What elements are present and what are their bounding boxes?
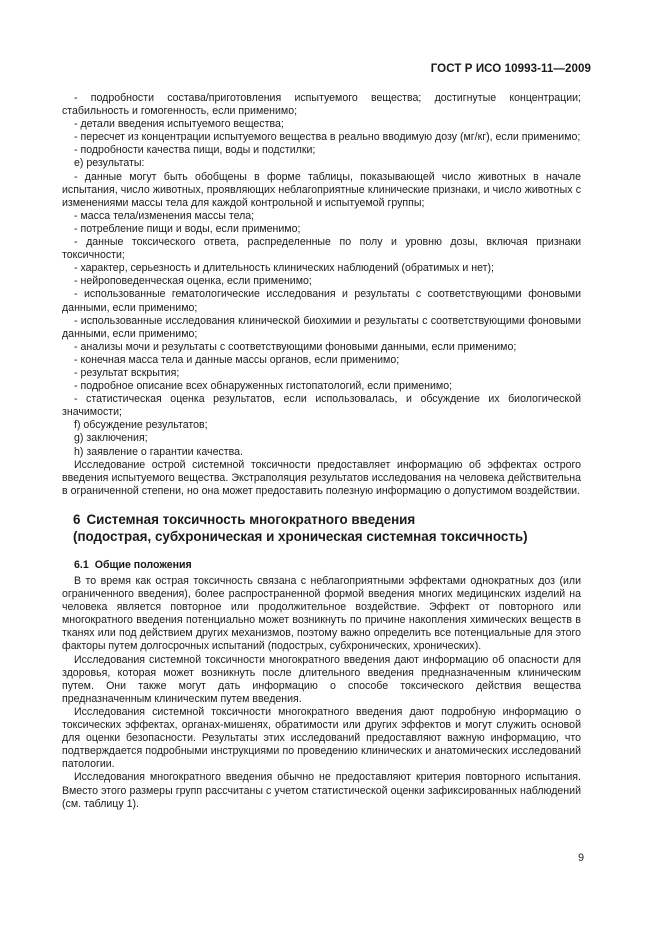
list-item: - использованные исследования клинической биохимии и результаты с соответствующими фоновыми данными, если применимо; — [62, 314, 581, 340]
section-title-text: Системная токсичность многократного введения — [86, 511, 416, 527]
list-item: - данные могут быть обобщены в форме таблицы, показывающей число животных в начале испытания, число животных, проявляющих неблагоприятные клинические признаки, и число животных с изменениями массы тела для каждой контрольной и испытуемой группы; — [62, 170, 581, 209]
subsection-number: 6.1 — [74, 558, 89, 571]
list-item: - анализы мочи и результаты с соответствующими фоновыми данными, если применимо; — [74, 340, 517, 353]
list-item: - данные токсического ответа, распределенные по полу и уровню дозы, включая признаки токсичности; — [62, 236, 581, 262]
subsection-6-1-heading — [74, 559, 581, 572]
list-item: - потребление пищи и воды, если применимо; — [74, 222, 301, 235]
section-6-heading — [73, 511, 581, 545]
list-item: g) заключения; — [74, 432, 148, 445]
body-paragraph: В то время как острая токсичность связана с неблагоприятными эффектами однократных доз (или ограниченного введения), более распространенной формой введения многих медицинских изделий на человека является повторное или продолжительное воздействие. Эффект от повторного или многократного введения потенциально может возникнуть по причине накопления химических веществ в тканях или под действием других механизмов, поэтому важно определить все потенциальные для этого факторы путем долгосрочных испытаний (подострых, субхронических, хронических). — [62, 575, 581, 653]
list-item: - использованные гематологические исследования и результаты с соответствующими фоновыми данными, если применимо; — [62, 288, 581, 314]
section-6-title-line2: (подострая, субхроническая и хроническая системная токсичность) — [73, 528, 528, 544]
list-item: - масса тела/изменения массы тела; — [74, 209, 255, 222]
subsection-title-text: Общие положения — [94, 558, 192, 571]
conclusion-paragraph: Исследование острой системной токсичности предоставляет информацию об эффектах острого введения испытуемого вещества. Экстраполяция результатов исследования на человека действительна в ограниченной степени, но она может предоставить полезную информацию о допустимом воздействии. — [62, 458, 581, 497]
list-item: f) обсуждение результатов; — [74, 419, 208, 432]
list-item: - результат вскрытия; — [74, 366, 180, 379]
list-item: - пересчет из концентрации испытуемого вещества в реально вводимую дозу (мг/кг), если применимо; — [74, 131, 581, 144]
body-paragraph: Исследования системной токсичности многократного введения дают информацию об опасности для здоровья, которая может возникнуть после длительного введения предназначенным клиническим путем. Они также могут дать информацию о способе токсического действия вещества предназначенным клиническим путем введения. — [62, 653, 581, 705]
results-list — [62, 92, 581, 459]
document-code-header: ГОСТ Р ИСО 10993-11—2009 — [430, 63, 591, 75]
list-item: - подробности качества пищи, воды и подстилки; — [74, 144, 316, 157]
page-number: 9 — [578, 852, 584, 864]
list-item: - характер, серьезность и длительность клинических наблюдений (обратимых и нет); — [74, 262, 494, 275]
list-item: е) результаты: — [74, 157, 145, 170]
list-item: - конечная масса тела и данные массы органов, если применимо; — [74, 353, 400, 366]
section-6-body — [62, 575, 581, 811]
list-item: h) заявление о гарантии качества. — [74, 445, 243, 458]
body-paragraph: Исследования многократного введения обычно не предоставляют критерия повторного испытания. Вместо этого размеры групп рассчитаны с учетом статистической оценки зафиксированных наблюдений (см. таблицу 1). — [62, 771, 581, 810]
list-item: - подробности состава/приготовления испытуемого вещества; достигнутые концентрации; стабильность и гомогенность, если применимо; — [62, 92, 581, 118]
list-item: - подробное описание всех обнаруженных гистопатологий, если применимо; — [74, 380, 453, 393]
list-item: - нейроповеденческая оценка, если применимо; — [74, 275, 312, 288]
page-body — [62, 92, 581, 811]
section-6-title-line1 — [73, 511, 581, 528]
body-paragraph: Исследования системной токсичности многократного введения дают подробную информацию о токсических эффектах, органах-мишенях, обратимости или других эффектов и могут служить основой для оценки безопасности. Результаты этих исследований предоставляют важную информацию, что подтверждается подробными инструкциями по проведению клинических и анатомических исследований патологии. — [62, 705, 581, 771]
section-number: 6 — [73, 511, 81, 527]
list-item: - статистическая оценка результатов, если использовалась, и обсуждение их биологической значимости; — [62, 393, 581, 419]
list-item: - детали введения испытуемого вещества; — [74, 118, 284, 131]
